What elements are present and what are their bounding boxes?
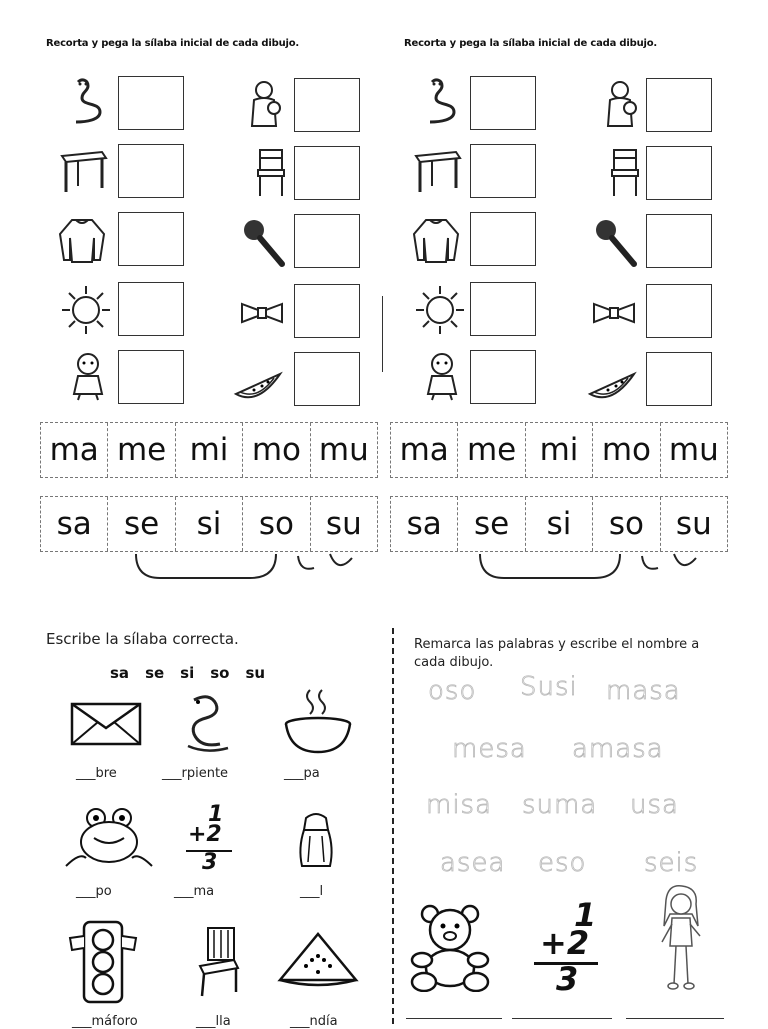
trace-word[interactable]: mesa <box>452 734 527 764</box>
curve-decoration-right <box>474 550 704 582</box>
syllable-strip-s-left <box>40 496 378 552</box>
divider <box>382 296 383 372</box>
trace-word[interactable]: suma <box>522 790 598 820</box>
sweater-icon <box>56 214 108 266</box>
snake-icon <box>414 76 466 128</box>
envelope-icon <box>70 700 142 748</box>
blank-label: ___bre <box>76 766 117 781</box>
blank-label: ___rpiente <box>162 766 229 781</box>
trace-word[interactable]: Susi <box>520 672 578 702</box>
watermelon-icon <box>232 354 284 406</box>
syllable-strip-m-left <box>40 422 378 478</box>
serpent-icon <box>180 692 234 756</box>
paste-box[interactable] <box>294 146 360 200</box>
blank-label: ___pa <box>284 766 320 781</box>
paste-box[interactable] <box>118 350 184 404</box>
answer-line[interactable] <box>406 1018 502 1019</box>
answer-line[interactable] <box>626 1018 724 1019</box>
blank-label: ___ndía <box>290 1014 338 1029</box>
section-divider <box>392 628 394 1024</box>
trace-word[interactable]: eso <box>538 848 587 878</box>
paste-box[interactable] <box>294 352 360 406</box>
trace-word[interactable]: asea <box>440 848 506 878</box>
blank-label: ___máforo <box>72 1014 138 1029</box>
syllable-card[interactable]: so <box>593 497 660 551</box>
paste-box[interactable] <box>470 144 536 198</box>
sum-result: 3 <box>202 850 218 875</box>
paste-box[interactable] <box>470 76 536 130</box>
sun-icon <box>414 284 466 336</box>
sum-addend: +2 <box>540 924 590 962</box>
syllable-card[interactable]: mu <box>668 432 719 468</box>
syllable-card[interactable]: mi <box>526 423 593 477</box>
bowtie-icon <box>588 286 640 338</box>
syllable-card[interactable]: si <box>526 497 593 551</box>
syllable-card[interactable]: su <box>325 506 362 542</box>
section-title: Remarca las palabras y escribe el nombre a cada dibujo. <box>414 637 700 670</box>
blank-label: ___l <box>300 884 324 899</box>
table-icon <box>58 146 110 198</box>
paste-box[interactable] <box>294 78 360 132</box>
mother-icon <box>240 78 292 130</box>
syllable-card[interactable]: mo <box>593 423 660 477</box>
bank-syllable: se <box>145 664 165 682</box>
paste-box[interactable] <box>646 284 712 338</box>
syllable-card[interactable]: ma <box>41 423 108 477</box>
chair-icon <box>600 146 652 198</box>
blank-label: ___ma <box>174 884 215 899</box>
syllable-card[interactable]: si <box>176 497 243 551</box>
doll-icon <box>416 350 468 402</box>
syllable-card[interactable]: mo <box>243 423 310 477</box>
paste-box[interactable] <box>470 282 536 336</box>
paste-box[interactable] <box>646 352 712 406</box>
soup-bowl-icon <box>284 686 352 758</box>
bank-syllable: so <box>210 664 230 682</box>
chair-icon <box>246 146 298 198</box>
syllable-card[interactable]: so <box>243 497 310 551</box>
paste-box[interactable] <box>294 214 360 268</box>
blank-label: ___lla <box>196 1014 231 1029</box>
paste-box[interactable] <box>118 144 184 198</box>
paste-box[interactable] <box>294 284 360 338</box>
trace-word[interactable]: amasa <box>572 734 664 764</box>
sum-addend: 1 <box>208 802 224 827</box>
paste-box[interactable] <box>118 282 184 336</box>
syllable-card[interactable]: se <box>108 497 175 551</box>
chair-icon <box>196 926 240 998</box>
bowtie-icon <box>236 286 288 338</box>
syllable-card[interactable]: su <box>675 506 712 542</box>
paste-box[interactable] <box>646 78 712 132</box>
doll-icon <box>62 350 114 402</box>
trace-word[interactable]: seis <box>644 848 699 878</box>
sum-icon <box>184 802 234 876</box>
syllable-card[interactable]: sa <box>391 497 458 551</box>
instruction-right: Recorta y pega la sílaba inicial de cada dibujo. <box>404 38 657 49</box>
paste-box[interactable] <box>470 350 536 404</box>
syllable-card[interactable]: ma <box>391 423 458 477</box>
trace-word[interactable]: usa <box>630 790 679 820</box>
frog-icon <box>64 806 154 872</box>
instruction-left: Recorta y pega la sílaba inicial de cada dibujo. <box>46 38 299 49</box>
syllable-strip-s-right <box>390 496 728 552</box>
syllable-card[interactable]: mi <box>176 423 243 477</box>
sum-addend: +2 <box>188 822 222 847</box>
bank-syllable: si <box>180 664 195 682</box>
curve-decoration-left <box>130 550 360 582</box>
sum-result: 3 <box>556 960 579 998</box>
syllable-card[interactable]: se <box>458 497 525 551</box>
sweater-icon <box>410 214 462 266</box>
salt-shaker-icon <box>296 812 336 868</box>
answer-line[interactable] <box>512 1018 612 1019</box>
sun-icon <box>60 284 112 336</box>
paste-box[interactable] <box>470 212 536 266</box>
snake-icon <box>60 76 112 128</box>
syllable-strip-m-right <box>390 422 728 478</box>
table-icon <box>412 146 464 198</box>
microphone-icon <box>592 216 644 268</box>
trace-word[interactable]: misa <box>426 790 493 820</box>
watermelon-icon <box>276 930 360 992</box>
trace-word[interactable]: masa <box>606 676 681 706</box>
syllable-card[interactable]: me <box>458 423 525 477</box>
paste-box[interactable] <box>646 146 712 200</box>
syllable-card[interactable]: me <box>108 423 175 477</box>
teddy-bear-icon <box>404 904 496 992</box>
trace-word[interactable]: oso <box>428 676 477 706</box>
microphone-icon <box>240 216 292 268</box>
syllable-card[interactable]: sa <box>41 497 108 551</box>
syllable-card[interactable]: mu <box>318 432 369 468</box>
blank-label: ___po <box>76 884 112 899</box>
girl-icon <box>656 884 706 992</box>
bank-syllable: sa <box>110 664 130 682</box>
paste-box[interactable] <box>118 76 184 130</box>
traffic-light-icon <box>66 916 140 1004</box>
mother-icon <box>596 78 648 130</box>
sum-addend: 1 <box>574 896 597 934</box>
syllable-bank <box>110 664 265 682</box>
section-title: Escribe la sílaba correcta. <box>46 630 239 648</box>
watermelon-icon <box>586 354 638 406</box>
paste-box[interactable] <box>118 212 184 266</box>
sum-icon <box>534 896 604 996</box>
bank-syllable: su <box>245 664 266 682</box>
paste-box[interactable] <box>646 214 712 268</box>
